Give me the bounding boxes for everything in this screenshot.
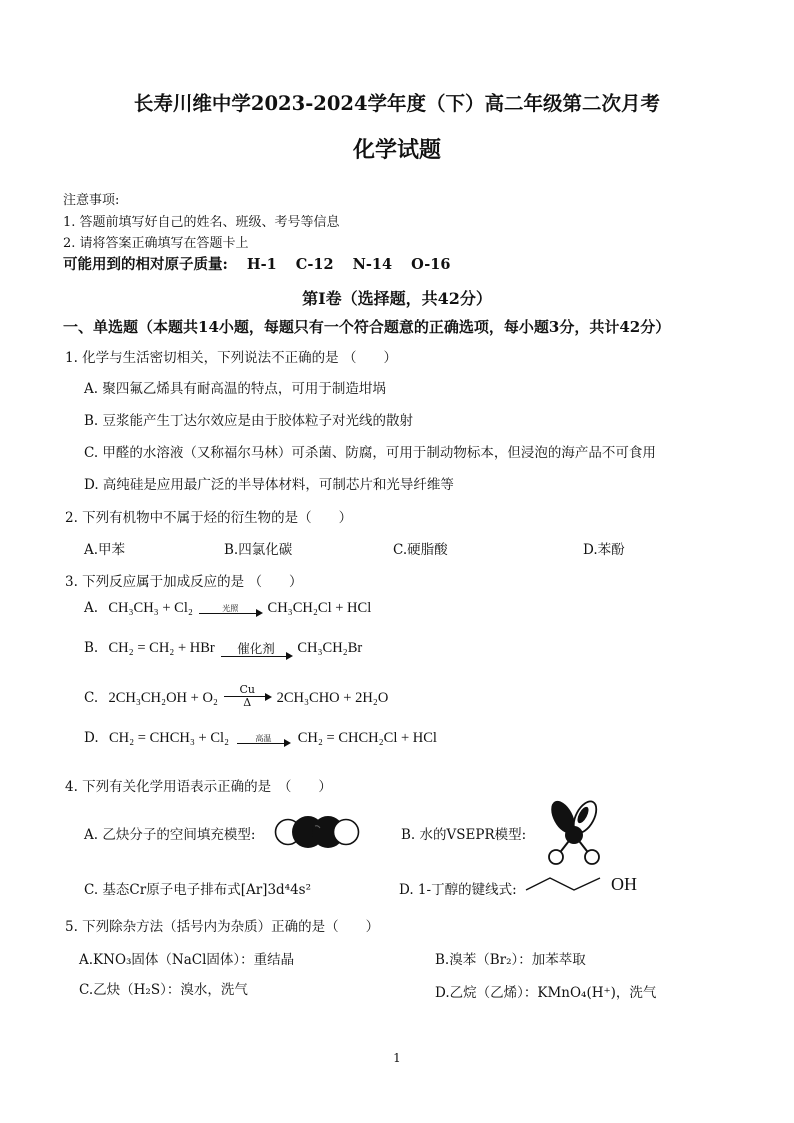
reaction-arrow xyxy=(221,641,291,657)
option-letter: D. xyxy=(84,730,99,746)
products: 2CH₃CHO + 2H₂O xyxy=(276,690,389,706)
question-1-option-c: C. 甲醛的水溶液（又称福尔马林）可杀菌、防腐，可用于制动物标本，但浸泡的海产品不可食用 xyxy=(84,445,656,461)
note-item: 1. 答题前填写好自己的姓名、班级、考号等信息 xyxy=(63,215,340,230)
atomic-mass-value: C-12 xyxy=(295,256,334,273)
question-4-option-d: D. 1-丁醇的键线式: xyxy=(399,882,517,898)
hydrogen-atom xyxy=(334,820,359,845)
products: CH₃CH₂Cl + HCl xyxy=(267,600,372,616)
question-5-stem: 5. 下列除杂方法（括号内为杂质）正确的是（ ） xyxy=(65,919,380,935)
question-5-option-c: C.乙炔（H₂S）：溴水，洗气 xyxy=(79,982,248,998)
question-1-option-b: B. 豆浆能产生丁达尔效应是由于胶体粒子对光线的散射 xyxy=(84,413,414,429)
option-letter: C. xyxy=(84,690,99,706)
reaction-condition-below: Δ xyxy=(243,696,252,709)
oxygen-atom xyxy=(565,826,583,844)
section-heading: 第Ⅰ卷（选择题，共42分） xyxy=(302,289,492,308)
reactants: CH₂ = CH₂ + HBr xyxy=(108,640,215,656)
note-item: 2. 请将答案正确填写在答题卡上 xyxy=(63,236,249,251)
part-heading: 一、单选题（本题共14小题，每题只有一个符合题意的正确选项，每小题3分，共计42分） xyxy=(63,318,671,336)
question-2-option-d: D.苯酚 xyxy=(583,542,625,558)
products: CH₃CH₂Br xyxy=(297,640,363,656)
hydrogen-atom xyxy=(549,850,563,864)
reaction-condition: Cu xyxy=(239,683,256,696)
reaction-condition: 高温 xyxy=(255,733,272,743)
notes-heading: 注意事项: xyxy=(63,193,120,208)
option-letter: A. xyxy=(84,600,99,616)
atomic-mass-value: N-14 xyxy=(352,256,393,273)
question-3-option-c xyxy=(84,684,388,709)
question-4-option-c: C. 基态Cr原子电子排布式[Ar]3d⁴4s² xyxy=(84,882,312,898)
question-2-stem: 2. 下列有机物中不属于烃的衍生物的是（ ） xyxy=(65,510,353,526)
exam-title: 长寿川维中学2023-2024学年度（下）高二年级第二次月考 xyxy=(133,92,661,115)
question-3-option-b xyxy=(84,640,362,657)
question-2-option-c: C.硬脂酸 xyxy=(393,542,448,558)
hydroxyl-label: OH xyxy=(611,874,637,894)
reaction-arrow xyxy=(199,604,261,614)
question-1-stem: 1. 化学与生活密切相关，下列说法不正确的是 （ ） xyxy=(65,350,397,366)
question-3-option-a xyxy=(84,600,371,617)
question-4-stem: 4. 下列有关化学用语表示正确的是 （ ） xyxy=(65,779,332,795)
atomic-masses xyxy=(63,253,464,274)
atomic-mass-value: H-1 xyxy=(246,256,277,273)
question-3-stem: 3. 下列反应属于加成反应的是 （ ） xyxy=(65,574,303,590)
question-2-option-b: B.四氯化碳 xyxy=(224,542,293,558)
atomic-mass-value: O-16 xyxy=(411,256,451,273)
hydrogen-atom xyxy=(585,850,599,864)
reaction-condition: 催化剂 xyxy=(237,640,275,656)
reactants: 2CH₃CH₂OH + O₂ xyxy=(108,690,218,706)
question-1-option-d: D. 高纯硅是应用最广泛的半导体材料，可制芯片和光导纤维等 xyxy=(84,477,454,493)
reaction-condition: 光照 xyxy=(222,603,239,613)
1-butanol-skeletal-formula xyxy=(524,872,614,896)
question-5-option-a: A.KNO₃固体（NaCl固体）：重结晶 xyxy=(79,952,295,968)
question-5-option-b: B.溴苯（Br₂）：加苯萃取 xyxy=(435,952,586,968)
reaction-arrow xyxy=(237,734,289,744)
question-2-option-a: A.甲苯 xyxy=(84,542,126,558)
reaction-arrow xyxy=(224,684,270,709)
question-5-option-d: D.乙烷（乙烯）：KMnO₄(H⁺)，洗气 xyxy=(435,985,657,1001)
acetylene-space-filling-model xyxy=(272,808,362,856)
exam-subtitle: 化学试题 xyxy=(352,137,441,163)
question-3-option-d xyxy=(84,730,437,747)
question-4-option-a: A. 乙炔分子的空间填充模型: xyxy=(84,827,256,843)
atomic-masses-label: 可能用到的相对原子质量: xyxy=(63,256,228,273)
page-number: 1 xyxy=(393,1051,401,1065)
products: CH₂ = CHCH₂Cl + HCl xyxy=(297,730,437,746)
question-4-option-b: B. 水的VSEPR模型: xyxy=(401,827,527,843)
option-letter: B. xyxy=(84,640,99,656)
question-1-option-a: A. 聚四氟乙烯具有耐高温的特点，可用于制造坩埚 xyxy=(84,381,386,397)
reactants: CH₃CH₃ + Cl₂ xyxy=(108,600,193,616)
water-vsepr-model xyxy=(542,800,606,868)
reactants: CH₂ = CHCH₃ + Cl₂ xyxy=(108,730,230,746)
